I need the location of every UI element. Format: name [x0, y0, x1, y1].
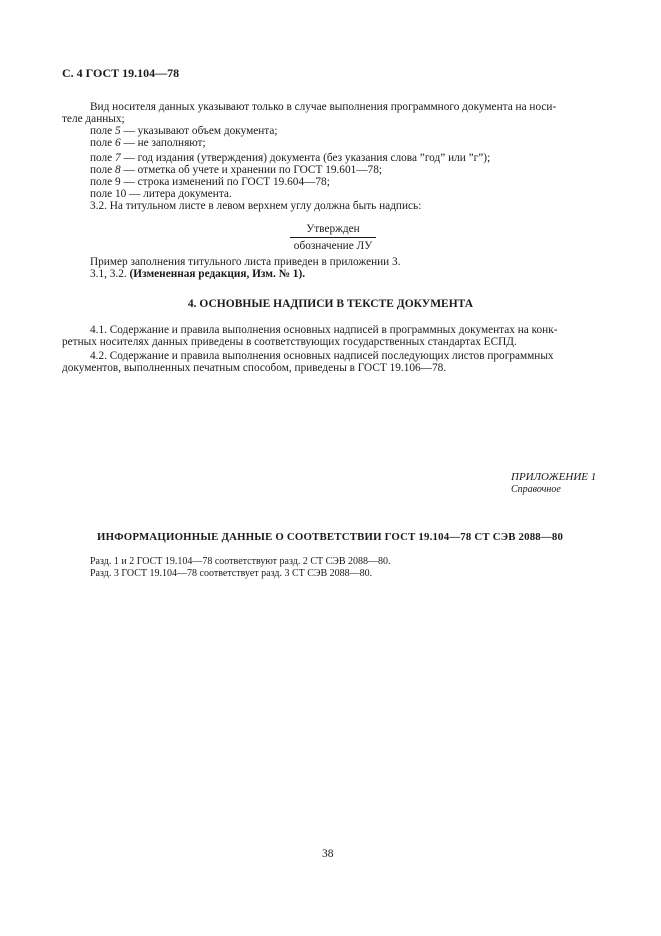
field-item-10: поле 10 — литера документа.	[90, 188, 232, 200]
section-4-2-line2: документов, выполненных печатным способом, приведены в ГОСТ 19.106—78.	[62, 362, 447, 374]
field-number: 8	[115, 164, 121, 176]
approval-label: Утвержден	[306, 223, 360, 235]
field-number: 10	[115, 188, 127, 200]
page-number: 38	[322, 848, 334, 860]
section-4-2-line1: 4.2. Содержание и правила выполнения основных надписей последующих листов программных	[90, 350, 554, 362]
field-item-5: поле 5 — указывают объем документа;	[90, 125, 278, 137]
appendix-type: Справочное	[511, 484, 561, 495]
section-4-1-line1: 4.1. Содержание и правила выполнения основных надписей в программных документах на конк-	[90, 324, 558, 336]
revision-note: 3.1, 3.2. (Измененная редакция, Изм. № 1).	[90, 268, 306, 280]
approval-signature-block	[290, 222, 376, 253]
section-4-title: 4. ОСНОВНЫЕ НАДПИСИ В ТЕКСТЕ ДОКУМЕНТА	[187, 298, 474, 310]
appendix-title: ИНФОРМАЦИОННЫЕ ДАННЫЕ О СООТВЕТСТВИИ ГОСТ 19.104—78 СТ СЭВ 2088—80	[97, 531, 564, 543]
field-item-8: поле 8 — отметка об учете и хранении по ГОСТ 19.601—78;	[90, 164, 382, 176]
field-number: 9	[115, 176, 121, 188]
intro-paragraph-line2: теле данных;	[62, 113, 125, 125]
field-number: 6	[115, 137, 121, 149]
field-number: 5	[115, 125, 121, 137]
appendix-label: ПРИЛОЖЕНИЕ 1	[511, 471, 597, 483]
field-item-6: поле 6 — не заполняют;	[90, 137, 206, 149]
field-item-7: поле 7 — год издания (утверждения) документа (без указания слова ”год” или ”г”);	[90, 152, 491, 164]
appendix-line-2: Разд. 3 ГОСТ 19.104—78 соответствует разд. 3 СТ СЭВ 2088—80.	[90, 568, 373, 579]
field-number: 7	[115, 152, 121, 164]
appendix-line-1: Разд. 1 и 2 ГОСТ 19.104—78 соответствуют разд. 2 СТ СЭВ 2088—80.	[90, 556, 391, 567]
example-note: Пример заполнения титульного листа приведен в приложении 3.	[90, 256, 401, 268]
revision-bold: (Измененная редакция, Изм. № 1).	[129, 268, 306, 280]
field-item-9: поле 9 — строка изменений по ГОСТ 19.604—78;	[90, 176, 330, 188]
item-3-2: 3.2. На титульном листе в левом верхнем углу должна быть надпись:	[90, 200, 422, 212]
signature-divider	[290, 237, 376, 238]
designation-label: обозначение ЛУ	[293, 240, 373, 252]
intro-paragraph-line1: Вид носителя данных указывают только в случае выполнения программного документа на носи-	[90, 101, 557, 113]
section-4-1-line2: ретных носителях данных приведены в соответствующих государственных стандартах ЕСПД.	[62, 336, 517, 348]
running-header: С. 4 ГОСТ 19.104—78	[62, 66, 180, 80]
